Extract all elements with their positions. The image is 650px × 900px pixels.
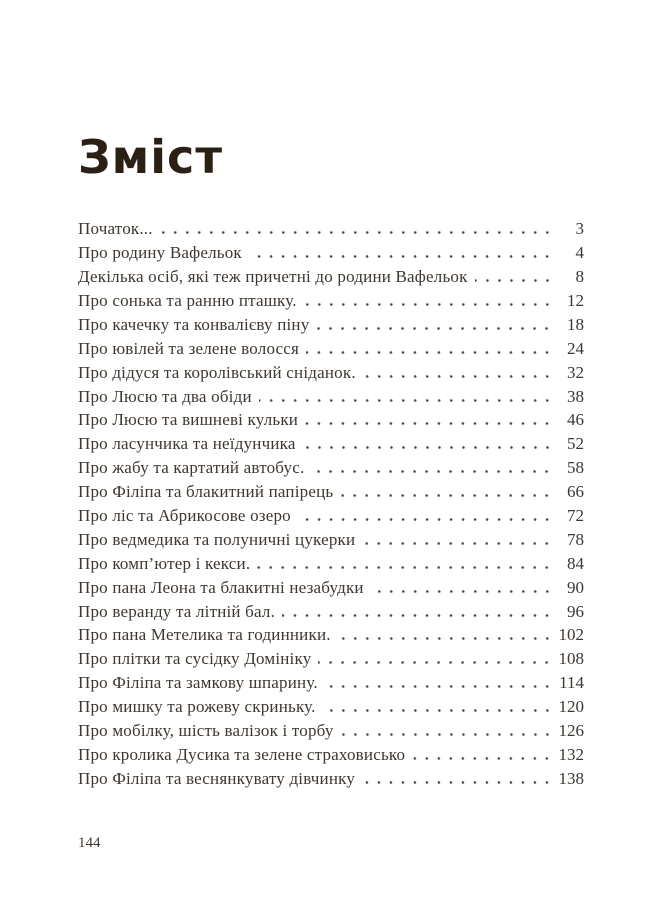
toc-entry-page-number: 96 [567, 601, 584, 621]
toc-entry-row [78, 243, 584, 267]
toc-list [78, 219, 584, 792]
dot-leader [412, 757, 553, 760]
toc-entry-row [78, 602, 584, 626]
dot-leader [306, 351, 553, 354]
toc-entry-title: Про кролика Дусика та зелене страховисько [78, 744, 406, 764]
toc-entry-title: Про жабу та картатий автобус. [78, 458, 305, 478]
toc-entry-title: Про Філіпа та блакитний папірець [78, 482, 334, 502]
toc-entry-row [78, 482, 584, 506]
toc-entry-title: Про родину Вафельок [78, 243, 242, 263]
toc-entry-row [78, 434, 584, 458]
page-title: Зміст [78, 130, 223, 184]
toc-entry-row [78, 506, 584, 530]
dot-leader [475, 279, 553, 282]
toc-entry-row [78, 410, 584, 434]
toc-entry-page-number: 72 [567, 505, 584, 525]
dot-leader [362, 542, 553, 545]
toc-entry-row [78, 625, 584, 649]
folio-page-number: 144 [78, 834, 101, 851]
toc-entry-title: Про ліс та Абрикосове озеро [78, 505, 291, 525]
toc-entry-title: Про Філіпа та замкову шпарину. [78, 673, 318, 693]
toc-entry-page-number: 46 [567, 410, 584, 430]
toc-entry-page-number: 102 [558, 625, 584, 645]
toc-entry-title: Про Люсю та вишневі кульки [78, 410, 299, 430]
dot-leader [316, 327, 553, 330]
toc-entry-page-number: 138 [558, 768, 584, 788]
toc-entry-row [78, 721, 584, 745]
toc-entry-page-number: 84 [567, 553, 584, 573]
dot-leader [318, 661, 553, 664]
toc-entry-page-number: 120 [558, 697, 584, 717]
dot-leader [303, 446, 553, 449]
toc-entry-title: Про дідуся та королівський сніданок. [78, 362, 356, 382]
toc-entry-title: Про качечку та конвалієву піну [78, 314, 310, 334]
dot-leader [338, 637, 553, 640]
toc-entry-row [78, 291, 584, 315]
toc-entry-row [78, 745, 584, 769]
toc-entry-row [78, 458, 584, 482]
toc-entry-page-number: 24 [567, 338, 584, 358]
toc-entry-row [78, 649, 584, 673]
toc-entry-title: Про пана Метелика та годинники. [78, 625, 331, 645]
dot-leader [298, 518, 553, 521]
toc-entry-row [78, 530, 584, 554]
toc-entry-page-number: 52 [567, 434, 584, 454]
dot-leader [362, 781, 553, 784]
toc-entry-row [78, 315, 584, 339]
toc-entry-title: Про веранду та літній бал. [78, 601, 276, 621]
toc-entry-title: Декілька осіб, які теж причетні до родини Вафельок [78, 267, 468, 287]
toc-entry-title: Про сонька та ранню пташку. [78, 290, 297, 310]
toc-entry-title: Про мишку та рожеву скриньку. [78, 697, 316, 717]
dot-leader [249, 255, 553, 258]
dot-leader [259, 399, 553, 402]
toc-entry-title: Про плітки та сусідку Домініку [78, 649, 312, 669]
toc-entry-row [78, 219, 584, 243]
toc-entry-page-number: 12 [567, 290, 584, 310]
toc-entry-page-number: 38 [567, 386, 584, 406]
toc-entry-row [78, 554, 584, 578]
toc-entry-title: Про ювілей та зелене волосся [78, 338, 300, 358]
toc-entry-row [78, 267, 584, 291]
toc-entry-row [78, 363, 584, 387]
toc-entry-page-number: 18 [567, 314, 584, 334]
toc-entry-row [78, 578, 584, 602]
toc-entry-page-number: 114 [559, 673, 584, 693]
dot-leader [323, 709, 553, 712]
toc-entry-page-number: 32 [567, 362, 584, 382]
toc-entry-title: Про ведмедика та полуничні цукерки [78, 529, 356, 549]
dot-leader [340, 494, 553, 497]
dot-leader [160, 231, 553, 234]
toc-entry-title: Про Філіпа та веснянкувату дівчинку [78, 768, 356, 788]
dot-leader [341, 733, 553, 736]
toc-entry-page-number: 126 [558, 721, 584, 740]
dot-leader [311, 470, 553, 473]
toc-entry-page-number: 4 [575, 243, 584, 263]
dot-leader [305, 422, 553, 425]
toc-entry-page-number: 108 [558, 649, 584, 669]
toc-entry-title: Про ласунчика та неїдунчика [78, 434, 296, 454]
dot-leader [371, 590, 553, 593]
toc-entry-title: Про пана Леона та блакитні незабудки [78, 577, 364, 597]
toc-entry-title: Про Люсю та два обіди [78, 386, 252, 406]
toc-entry-title: Початок... [78, 219, 153, 239]
toc-entry-row [78, 697, 584, 721]
toc-entry-page-number: 58 [567, 458, 584, 478]
dot-leader [363, 375, 553, 378]
dot-leader [282, 614, 553, 617]
toc-entry-page-number: 8 [575, 267, 584, 287]
toc-entry-row [78, 387, 584, 411]
toc-entry-row [78, 339, 584, 363]
toc-entry-page-number: 66 [567, 482, 584, 502]
toc-entry-title: Про мобілку, шість валізок і торбу [78, 721, 334, 740]
toc-entry-row [78, 673, 584, 697]
toc-entry-title: Про комп’ютер і кекси. [78, 553, 251, 573]
toc-entry-page-number: 90 [567, 577, 584, 597]
toc-entry-page-number: 78 [567, 529, 584, 549]
dot-leader [304, 303, 553, 306]
dot-leader [257, 566, 553, 569]
toc-entry-page-number: 132 [558, 744, 584, 764]
toc-entry-row [78, 769, 584, 793]
dot-leader [325, 685, 553, 688]
toc-entry-page-number: 3 [575, 219, 584, 239]
